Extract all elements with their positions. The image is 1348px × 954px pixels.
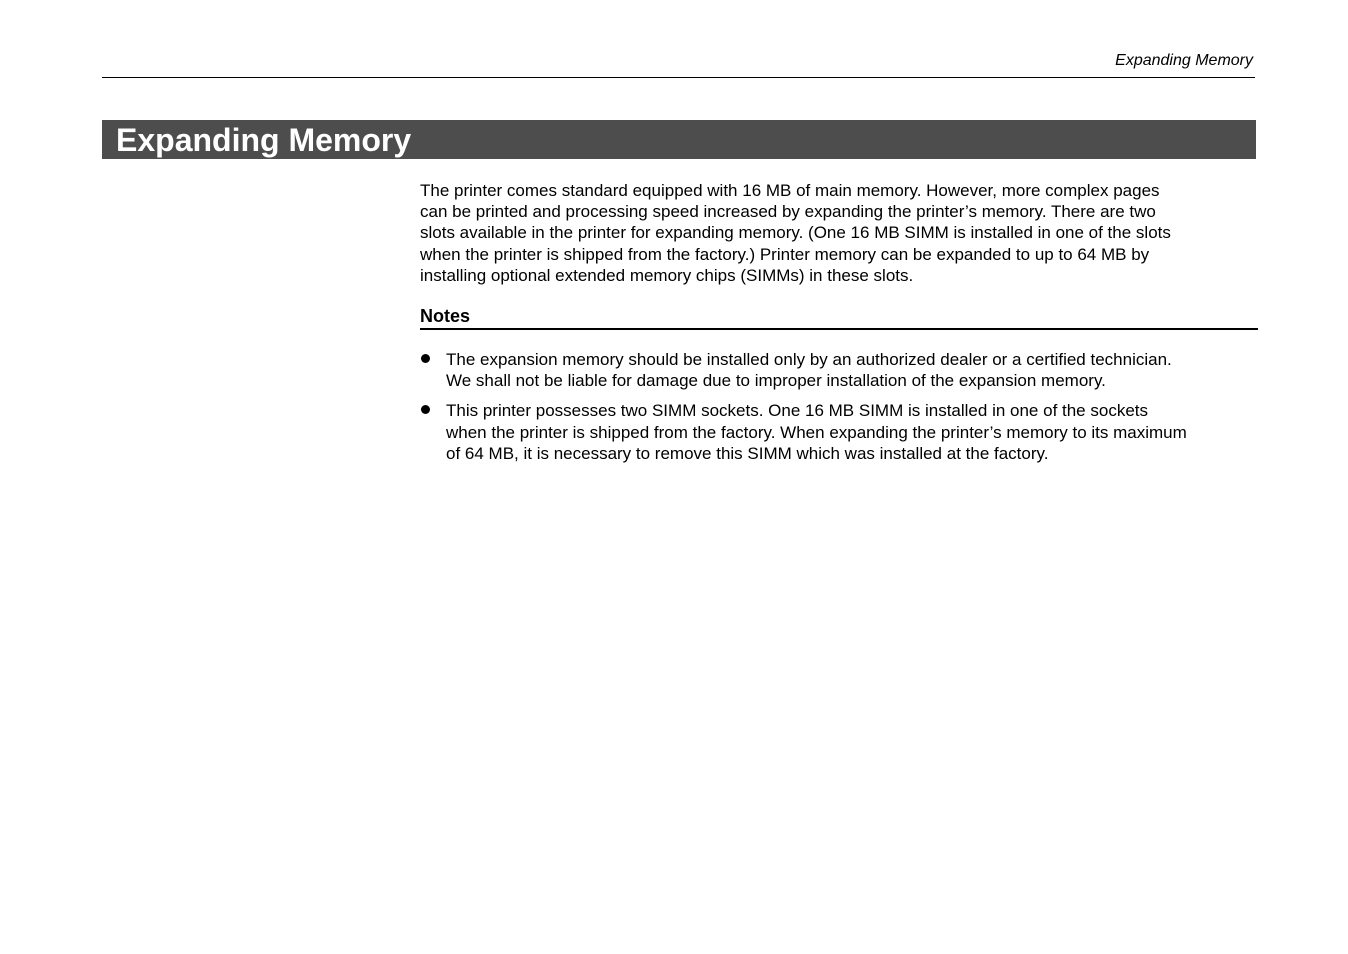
note-line: We shall not be liable for damage due to improper installation of the expansion memory.: [446, 371, 1106, 391]
note-line: The expansion memory should be installed only by an authorized dealer or a certified technician.: [446, 350, 1172, 369]
intro-paragraph: [420, 180, 1260, 286]
body-column: [420, 180, 1260, 463]
notes-list: [420, 349, 1260, 473]
header-rule: [102, 77, 1255, 78]
intro-line: installing optional extended memory chips (SIMMs) in these slots.: [420, 265, 914, 285]
bullet-icon: [421, 405, 430, 414]
section-title: Expanding Memory: [116, 122, 412, 158]
note-line: when the printer is shipped from the factory. When expanding the printer’s memory to its maximum: [446, 422, 1187, 442]
running-header: Expanding Memory: [1115, 52, 1253, 69]
intro-line: can be printed and processing speed increased by expanding the printer’s memory. There are two: [420, 202, 1156, 222]
note-line: This printer possesses two SIMM sockets. One 16 MB SIMM is installed in one of the sockets: [446, 401, 1148, 421]
intro-line: The printer comes standard equipped with 16 MB of main memory. However, more complex pages: [420, 181, 1160, 200]
notes-label: Notes: [420, 306, 471, 326]
note-item: [420, 400, 1260, 464]
section-title-bar: [102, 120, 1256, 159]
bullet-icon: [421, 354, 430, 363]
note-line: of 64 MB, it is necessary to remove this SIMM which was installed at the factory.: [446, 443, 1049, 463]
note-item: [420, 349, 1260, 391]
intro-line: slots available in the printer for expanding memory. (One 16 MB SIMM is installed in one of the slots: [420, 223, 1171, 243]
intro-line: when the printer is shipped from the factory.) Printer memory can be expanded to up to 64 MB by: [420, 244, 1150, 264]
notes-heading: [420, 304, 1258, 330]
